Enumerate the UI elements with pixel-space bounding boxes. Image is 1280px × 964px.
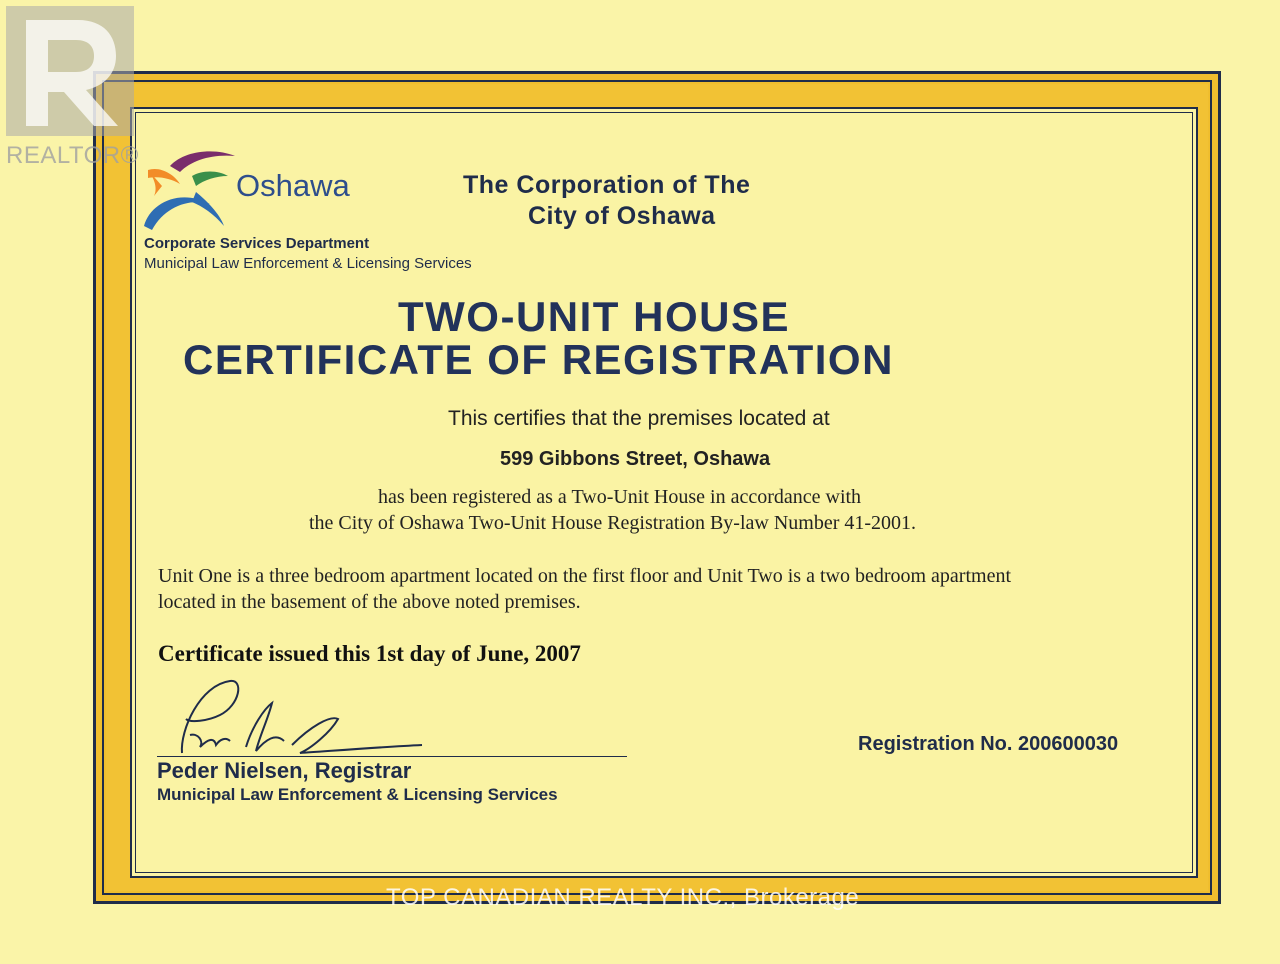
registration-statement-line-2: the City of Oshawa Two-Unit House Registration By-law Number 41-2001.	[309, 512, 917, 534]
certificate-title-line-1: TWO-UNIT HOUSE	[398, 293, 790, 340]
registrar-department: Municipal Law Enforcement & Licensing Services	[157, 785, 558, 804]
registration-statement-line-1: has been registered as a Two-Unit House in accordance with	[378, 486, 862, 508]
property-address: 599 Gibbons Street, Oshawa	[500, 448, 771, 470]
department-name: Corporate Services Department	[144, 235, 370, 252]
units-description-line-1: Unit One is a three bedroom apartment located on the first floor and Unit Two is a two bedroom apartment	[158, 565, 1011, 587]
division-name: Municipal Law Enforcement & Licensing Services	[144, 255, 472, 272]
registrar-signature	[160, 675, 430, 760]
registration-number: Registration No. 200600030	[858, 733, 1119, 755]
units-description-line-2: located in the basement of the above noted premises.	[158, 591, 581, 613]
certifies-statement: This certifies that the premises located at	[448, 407, 830, 430]
issue-date-statement: Certificate issued this 1st day of June, 2007	[158, 641, 581, 666]
oshawa-logo-text: Oshawa	[236, 168, 350, 203]
corporation-line-1: The Corporation of The	[463, 171, 751, 199]
brokerage-watermark: TOP CANADIAN REALTY INC., Brokerage	[386, 884, 860, 911]
certificate-title-line-2: CERTIFICATE OF REGISTRATION	[183, 336, 894, 383]
registrar-name: Peder Nielsen, Registrar	[157, 758, 412, 783]
corporation-line-2: City of Oshawa	[528, 202, 716, 230]
signature-line	[157, 756, 627, 757]
realtor-mark: REALTOR®	[6, 142, 139, 169]
